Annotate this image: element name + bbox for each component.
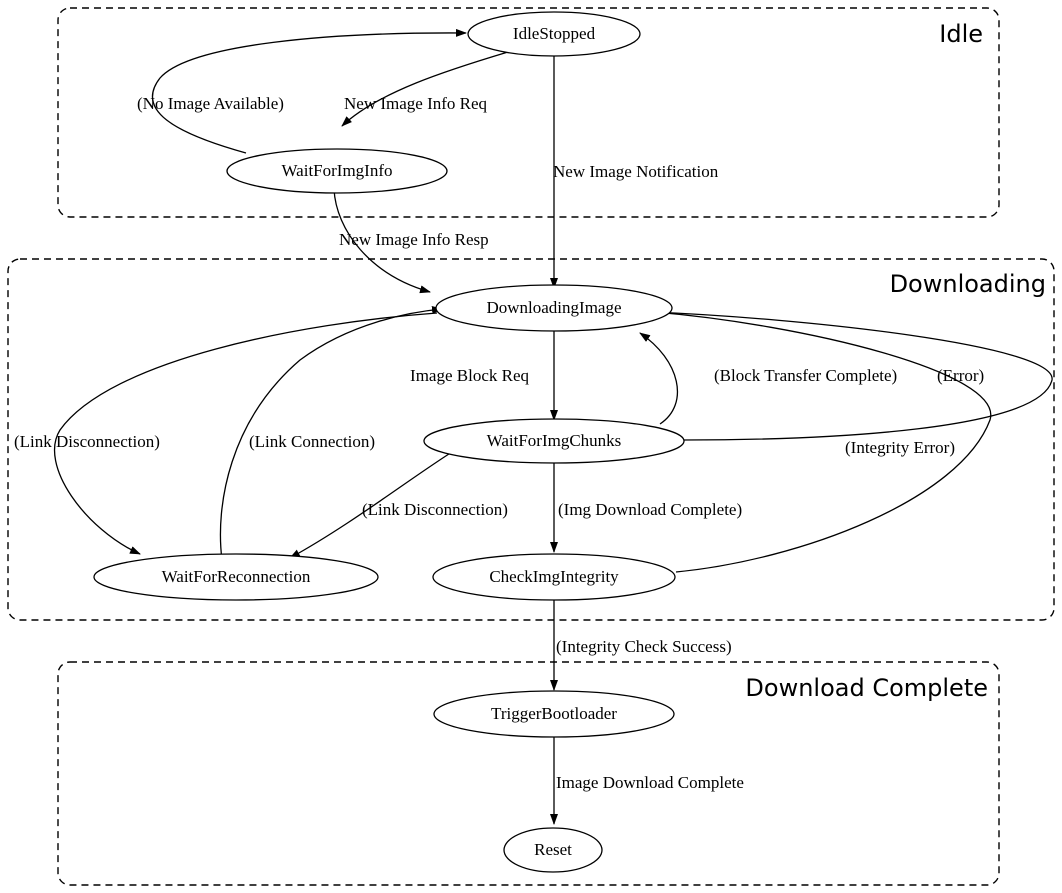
edge-label-image-download-complete: Image Download Complete (556, 773, 744, 792)
node-waitforimgchunks[interactable] (424, 419, 684, 463)
node-idlestopped[interactable] (468, 12, 640, 56)
cluster-download-complete-label: Download Complete (745, 674, 988, 702)
edge-label-error: (Error) (937, 366, 985, 385)
edge-label-new-image-info-req: New Image Info Req (344, 94, 488, 113)
edge-label-img-download-complete: (Img Download Complete) (558, 500, 743, 519)
node-reset[interactable] (504, 828, 602, 872)
edge-link-disconnection-chunks (290, 452, 508, 558)
edge-no-image-available (137, 33, 466, 153)
edge-label-new-image-info-resp: New Image Info Resp (339, 230, 489, 249)
node-idlestopped-label: IdleStopped (512, 23, 596, 43)
edge-label-link-disconnection-downloading: (Link Disconnection) (14, 432, 160, 451)
edge-label-integrity-check-success: (Integrity Check Success) (556, 637, 732, 656)
node-checkimgintegrity-label: CheckImgIntegrity (489, 566, 619, 586)
edge-label-no-image-available: (No Image Available) (137, 94, 284, 113)
node-downloadingimage-label: DownloadingImage (486, 297, 622, 317)
edge-label-link-connection: (Link Connection) (249, 432, 376, 451)
edge-label-block-transfer-complete: (Block Transfer Complete) (714, 366, 898, 385)
edge-image-download-complete (554, 736, 744, 824)
edge-integrity-check-success (554, 594, 732, 690)
node-waitforreconnection[interactable] (94, 554, 378, 600)
edge-label-new-image-notification: New Image Notification (553, 162, 719, 181)
node-waitforreconnection-label: WaitForReconnection (161, 566, 311, 586)
node-waitforimginfo-label: WaitForImgInfo (281, 160, 393, 180)
cluster-downloading-label: Downloading (889, 270, 1046, 298)
node-waitforimgchunks-label: WaitForImgChunks (486, 430, 622, 450)
edge-label-link-disconnection-chunks: (Link Disconnection) (362, 500, 508, 519)
node-reset-label: Reset (534, 839, 572, 859)
edge-label-integrity-error: (Integrity Error) (845, 438, 955, 457)
node-triggerbootloader-label: TriggerBootloader (491, 703, 617, 723)
edge-link-connection (220, 309, 442, 560)
edge-img-download-complete (554, 462, 742, 552)
edge-new-image-info-req (342, 52, 508, 126)
edge-image-block-req (410, 330, 554, 420)
edge-new-image-notification (553, 56, 719, 288)
edge-integrity-error (654, 312, 991, 572)
node-waitforimginfo[interactable] (227, 149, 447, 193)
node-downloadingimage[interactable] (436, 285, 672, 331)
edge-new-image-info-resp (334, 189, 489, 292)
cluster-idle-label: Idle (939, 20, 983, 48)
edge-label-image-block-req: Image Block Req (410, 366, 529, 385)
node-triggerbootloader[interactable] (434, 691, 674, 737)
node-checkimgintegrity[interactable] (433, 554, 675, 600)
